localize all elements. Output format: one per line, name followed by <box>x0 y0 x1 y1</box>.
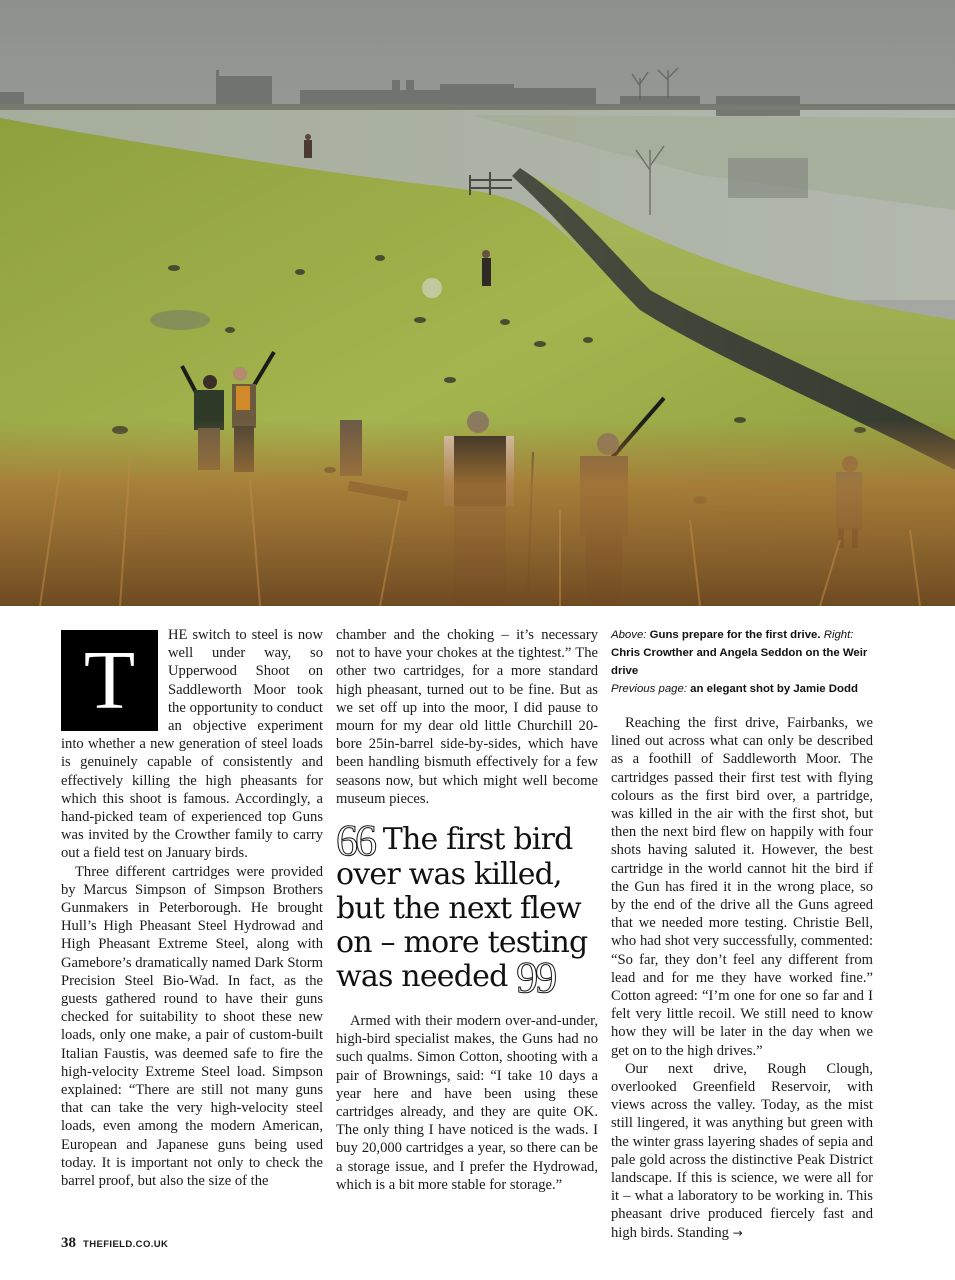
moorland-shooting-scene <box>0 0 955 606</box>
pull-quote-text: The first bird over was killed, but the next flew on – more testing was needed <box>336 822 588 995</box>
body-paragraph: Reaching the first drive, Fairbanks, we lined out across what can only be described as a foothill of Saddleworth Moor. The cartridges passed their first test with flying colours as the first bird over, a partridge, was killed in the air with the first shot, but then the next bird flew on happily with four shots having saluted it. However, the best cartridge in the world cannot hit the bird if the Gun has fired it in the wrong place, so by the end of the drive all the Guns agreed that we needed more testing. Christie Bell, who had shot very successfully, commented: “So far, they don’t feel any different from lead and for me they have worked fine.” Cotton agreed: “I’m one for one so far and I felt very little recoil. We still need to know how they will be later in the day when we get on to the high drives.” <box>611 715 873 1059</box>
article-column-2 <box>336 626 598 1194</box>
caption-text-right: Chris Crowther and Angela Seddon on the Weir drive <box>611 647 868 677</box>
hero-photo <box>0 0 955 606</box>
photo-caption <box>611 626 873 698</box>
figure-skyline <box>304 134 312 158</box>
site-url: THEFIELD.CO.UK <box>83 1239 169 1250</box>
caption-label-previous: Previous page: <box>611 683 687 695</box>
caption-label-above: Above: <box>611 629 647 641</box>
body-paragraph: HE switch to steel is now well under way, so Upperwood Shoot on Saddleworth Moor took the opportunity to conduct an objective experiment into whether a new generation of steel loads is genuinely capable of consistently and effectively killing the high pheasants for which this shoot is famous. Accordingly, a hand-picked team of experienced top Guns was invited by the Crowther family to carry out a field test on January birds. <box>61 627 323 862</box>
body-text: Our next drive, Rough Clough, overlooked Greenfield Reservoir, with views across the valley. Today, as the mist still lingered, it was anything but green with the winter grass layering shades of sepia and pale gold across the distinctive Peak District landscape. If this is science, we were all for it – what a laboratory to be working in. This pheasant drive produced fiercely fast and high birds. Standing <box>611 1060 873 1241</box>
drop-cap: T <box>61 630 158 731</box>
article-column-3 <box>611 626 873 1242</box>
body-paragraph: chamber and the choking – it’s necessary not to have your chokes at the tightest.” The other two cartridges, for a more standard high pheasant, turned out to be fine. But as we set off up into the moor, I did pause to mourn for my dear old little Churchill 20-bore 25in-barrel side-by-sides, which have been handling bismuth effectively for a few seasons now, but which might well become museum pieces. <box>336 627 598 807</box>
caption-text-previous: an elegant shot by Jamie Dodd <box>690 683 858 695</box>
page-folio <box>61 1234 168 1252</box>
foreground-grass <box>0 420 955 606</box>
open-quote-mark-icon: 66 <box>336 816 374 866</box>
body-paragraph: Armed with their modern over-and-under, high-bird specialist makes, the Guns had no such qualms. Simon Cotton, shooting with a pair of Brownings, said: “I take 10 days a year here and have been using these cartridges already, and they are quite OK. The only thing I have noticed is the wads. I buy 20,000 cartridges a year, so there can be a storage issue, and I prefer the Hydrowad, which is a bit more stable for storage.” <box>336 1013 598 1193</box>
body-paragraph-last <box>611 1060 873 1242</box>
page-number: 38 <box>61 1235 76 1251</box>
caption-text-above: Guns prepare for the first drive. <box>649 629 821 641</box>
body-paragraph: Three different cartridges were provided by Marcus Simpson of Simpson Brothers Gunmakers in Peterborough. He brought Hull’s High Pheasant Steel Hydrowad and High Pheasant Extreme Steel, along with Gamebore’s dramatically named Dark Storm Precision Steel Bio-Wad. In fact, as the guests gathered round to have their guns checked for suitability to shoot these new loads, only one make, a pair of custom-built Italian Faustis, was deemed safe to fire the high-velocity Extreme Steel load. Simpson explained: “There are still not many guns that can take the very high-velocity steel loads, even among the modern American, European and Japanese guns being used today. It is important not only to check the barrel proof, but also the size of the <box>61 863 323 1190</box>
continue-arrow-icon: → <box>732 1225 743 1240</box>
misty-house <box>728 158 808 198</box>
caption-label-right: Right: <box>823 629 854 641</box>
close-quote-mark-icon: 99 <box>516 953 555 1003</box>
article-column-1 <box>61 626 323 1190</box>
pull-quote <box>336 816 598 1003</box>
